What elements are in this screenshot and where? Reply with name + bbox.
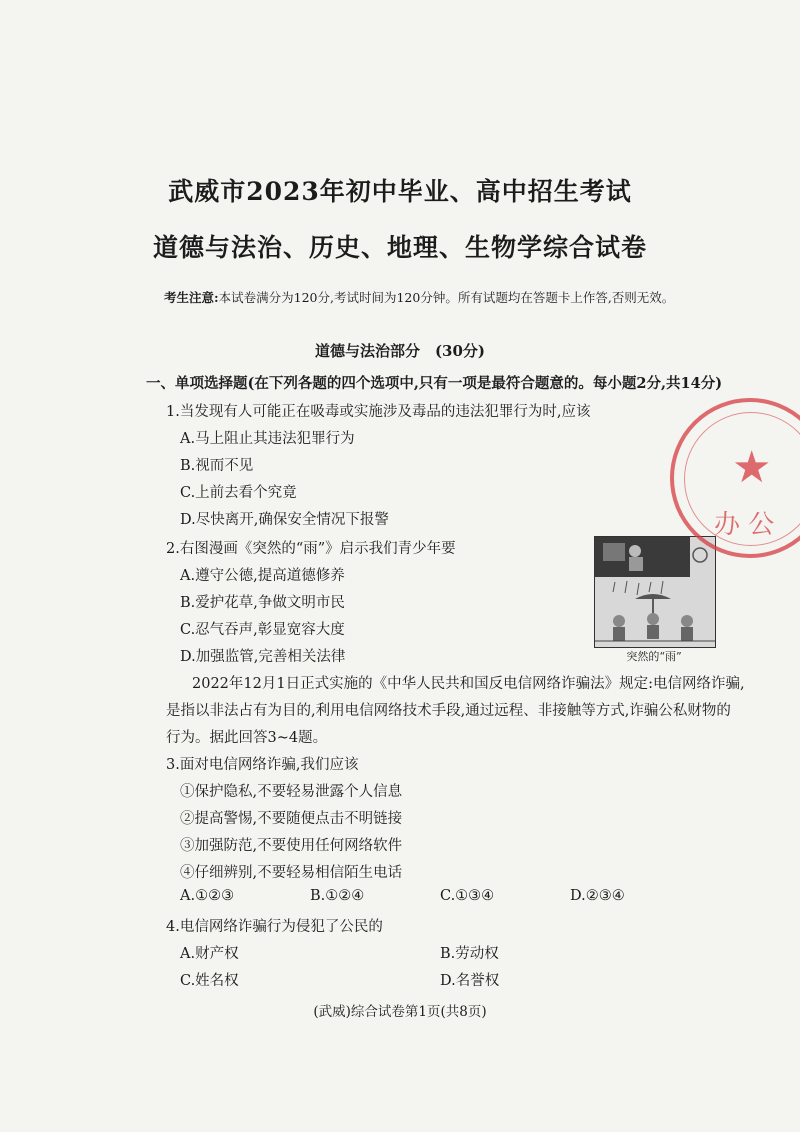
material-line-3: 行为。据此回答3~4题。 (166, 730, 328, 746)
q3-item-3: ③加强防范,不要使用任何网络软件 (180, 838, 403, 854)
q1-option-c: C.上前去看个究竟 (180, 485, 297, 501)
q3-item-2: ②提高警惕,不要随便点击不明链接 (180, 811, 403, 827)
page-footer: (武威)综合试卷第1页(共8页) (313, 1004, 487, 1020)
candidate-notice (164, 288, 674, 306)
q4-option-a: A.财产权 (180, 946, 239, 962)
q3-option-b: B.①②④ (310, 888, 365, 904)
exam-title: 武威市2023年初中毕业、高中招生考试 (168, 177, 632, 206)
cartoon-drawing (595, 537, 715, 647)
stamp-star-icon: ★ (732, 442, 772, 493)
q4-option-d: D.名誉权 (440, 973, 500, 989)
section-title: 道德与法治部分 (30分) (314, 342, 486, 360)
question-4-stem: 4.电信网络诈骗行为侵犯了公民的 (166, 919, 383, 935)
q3-item-1: ①保护隐私,不要轻易泄露个人信息 (180, 784, 403, 800)
question-1-stem: 1.当发现有人可能正在吸毒或实施涉及毒品的违法犯罪行为时,应该 (166, 404, 591, 420)
q2-option-a: A.遵守公德,提高道德修养 (180, 568, 345, 584)
notice-text: 本试卷满分为120分,考试时间为120分钟。所有试题均在答题卡上作答,否则无效。 (218, 290, 675, 305)
cartoon-illustration (594, 536, 716, 648)
q4-option-b: B.劳动权 (440, 946, 499, 962)
q4-option-c: C.姓名权 (180, 973, 239, 989)
cartoon-caption: 突然的“雨” (626, 650, 682, 663)
q2-option-c: C.忍气吞声,彰显宽容大度 (180, 622, 345, 638)
q3-option-c: C.①③④ (440, 888, 495, 904)
material-line-1: 2022年12月1日正式实施的《中华人民共和国反电信网络诈骗法》规定:电信网络诈骗, (192, 676, 745, 692)
q3-option-a: A.①②③ (180, 888, 235, 904)
q1-option-a: A.马上阻止其违法犯罪行为 (180, 431, 355, 447)
official-stamp (670, 398, 800, 558)
q1-option-b: B.视而不见 (180, 458, 254, 474)
part-heading: 一、单项选择题(在下列各题的四个选项中,只有一项是最符合题意的。每小题2分,共14分) (146, 375, 723, 392)
exam-subtitle: 道德与法治、历史、地理、生物学综合试卷 (152, 233, 647, 262)
question-3-stem: 3.面对电信网络诈骗,我们应该 (166, 757, 359, 773)
stamp-text: 办 公 (714, 510, 775, 540)
material-line-2: 是指以非法占有为目的,利用电信网络技术手段,通过远程、非接触等方式,诈骗公私财物的 (166, 703, 731, 719)
q3-option-d: D.②③④ (570, 888, 625, 904)
question-2-stem: 2.右图漫画《突然的“雨”》启示我们青少年要 (166, 541, 456, 557)
q2-option-d: D.加强监管,完善相关法律 (180, 649, 346, 665)
q3-item-4: ④仔细辨别,不要轻易相信陌生电话 (180, 865, 403, 881)
notice-label: 考生注意: (164, 290, 219, 305)
q1-option-d: D.尽快离开,确保安全情况下报警 (180, 512, 389, 528)
q2-option-b: B.爱护花草,争做文明市民 (180, 595, 345, 611)
